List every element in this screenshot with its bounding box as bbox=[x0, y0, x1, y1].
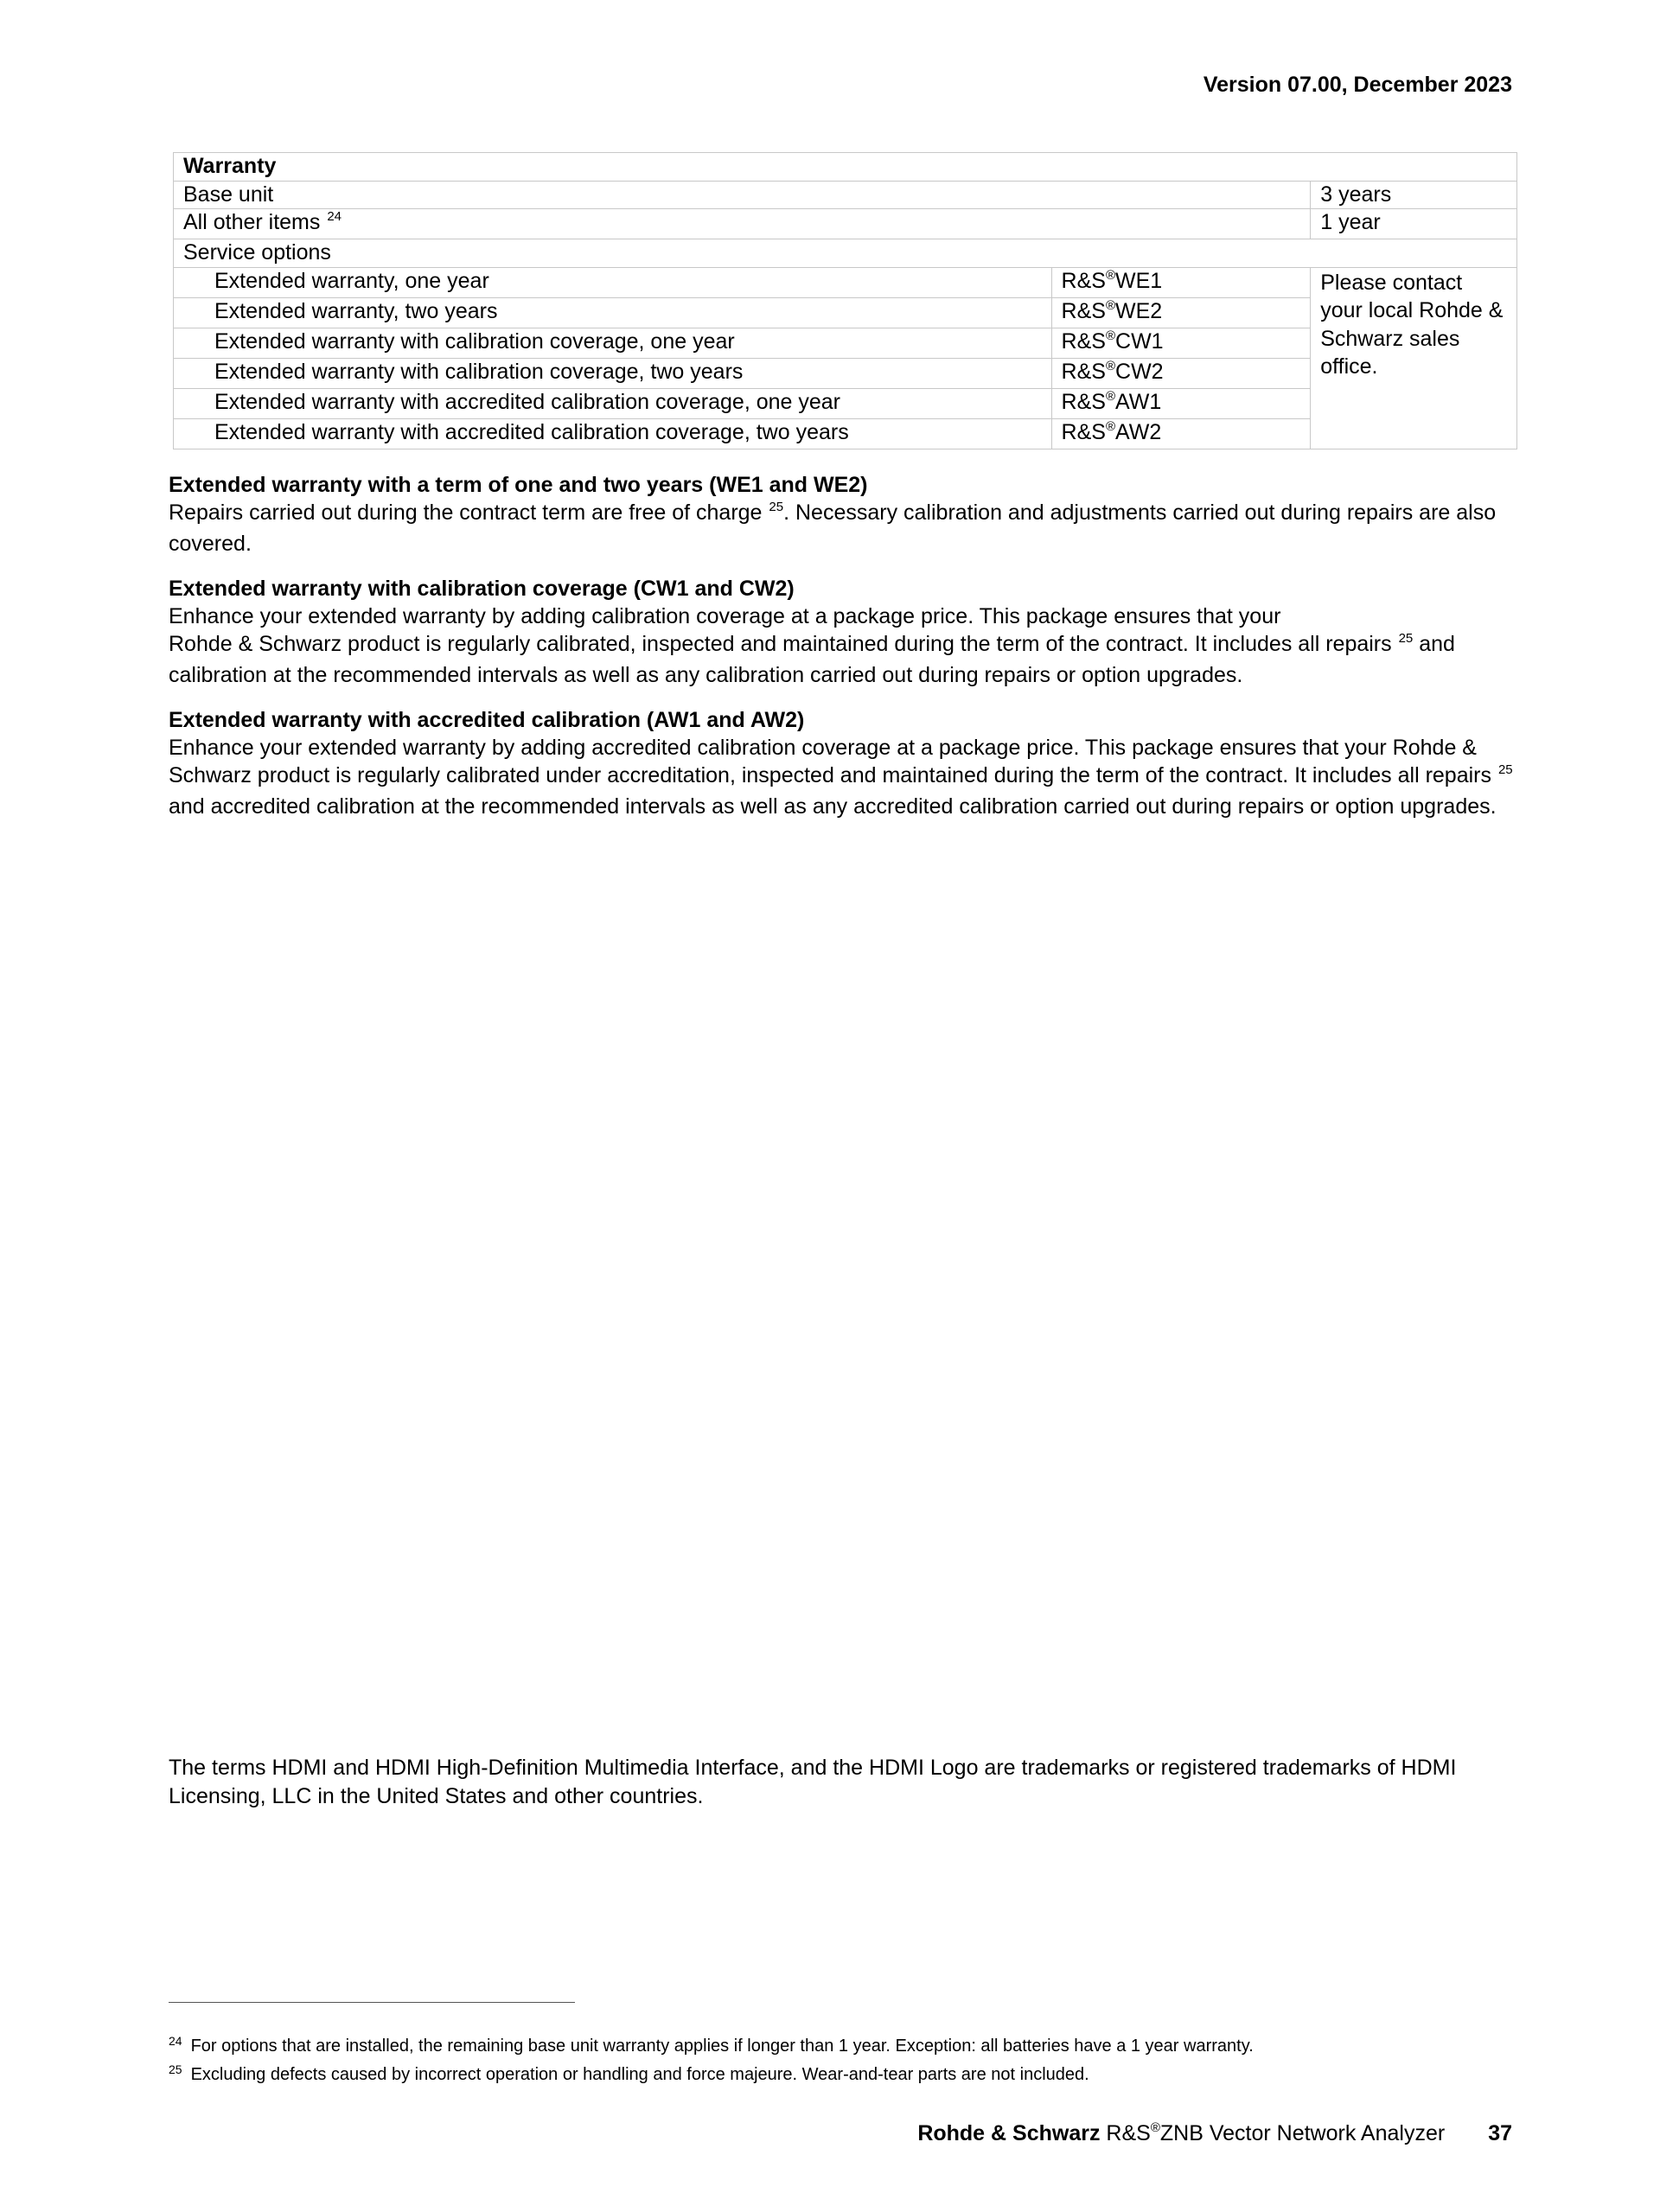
table-row bbox=[174, 181, 1517, 209]
option-code bbox=[1051, 267, 1311, 297]
option-prefix: R&S bbox=[1061, 328, 1106, 354]
footnote-ref-25: 25 bbox=[769, 500, 784, 514]
table-row bbox=[174, 209, 1517, 239]
option-code bbox=[1051, 358, 1311, 388]
option-code bbox=[1051, 297, 1311, 328]
registered-mark: ® bbox=[1105, 418, 1116, 434]
section-text: Rohde & Schwarz product is regularly calibrated, inspected and maintained during the term of the contract. It includes all repairs bbox=[169, 632, 1392, 656]
footnote-number: 24 bbox=[169, 2034, 182, 2048]
registered-mark: ® bbox=[1105, 388, 1116, 404]
footnote-24 bbox=[169, 2035, 1254, 2058]
warranty-table bbox=[173, 152, 1517, 449]
footnote-ref-25: 25 bbox=[1398, 631, 1414, 646]
footnote-text: Excluding defects caused by incorrect operation or handling and force majeure. Wear-and-tear parts are not included. bbox=[190, 2065, 1089, 2084]
other-items-cell bbox=[174, 209, 1311, 239]
option-prefix: R&S bbox=[1061, 359, 1106, 384]
registered-mark: ® bbox=[1150, 2120, 1160, 2135]
footnote-ref-24: 24 bbox=[327, 209, 342, 224]
table-row bbox=[174, 153, 1517, 182]
option-code-value: AW2 bbox=[1115, 419, 1162, 444]
section-heading: Extended warranty with accredited calibration (AW1 and AW2) bbox=[169, 708, 805, 732]
other-items-label: All other items bbox=[183, 210, 321, 234]
base-unit-value: 3 years bbox=[1311, 181, 1517, 209]
option-label: Extended warranty with calibration coverage, two years bbox=[174, 358, 1052, 388]
contact-note: Please contact your local Rohde & Schwarz sales office. bbox=[1311, 267, 1517, 449]
service-options-label: Service options bbox=[174, 239, 1517, 268]
footnote-ref-25: 25 bbox=[1497, 762, 1513, 777]
option-label: Extended warranty, two years bbox=[174, 297, 1052, 328]
section-body bbox=[169, 734, 1522, 820]
registered-mark: ® bbox=[1105, 267, 1116, 283]
registered-mark: ® bbox=[1105, 328, 1116, 343]
option-code bbox=[1051, 418, 1311, 449]
section-body bbox=[169, 499, 1522, 558]
registered-mark: ® bbox=[1105, 358, 1116, 373]
option-code-value: CW1 bbox=[1115, 328, 1164, 354]
section-text: and accredited calibration at the recommended intervals as well as any accredited calibration carried out during repairs or option upgrades. bbox=[169, 794, 1497, 819]
section-cw bbox=[169, 575, 1522, 689]
option-prefix: R&S bbox=[1061, 389, 1106, 414]
table-row bbox=[174, 239, 1517, 268]
footnote-number: 25 bbox=[169, 2062, 182, 2076]
other-items-value: 1 year bbox=[1311, 209, 1517, 239]
option-label: Extended warranty with accredited calibration coverage, one year bbox=[174, 388, 1052, 418]
option-code-value: AW1 bbox=[1115, 389, 1162, 414]
footnote-text: For options that are installed, the remaining base unit warranty applies if longer than 1 year. Exception: all batteries have a 1 year warranty. bbox=[190, 2037, 1254, 2056]
page-footer bbox=[917, 2121, 1512, 2146]
warranty-title: Warranty bbox=[174, 153, 1517, 182]
page-number: 37 bbox=[1488, 2121, 1512, 2145]
registered-mark: ® bbox=[1105, 297, 1116, 313]
option-label: Extended warranty with calibration coverage, one year bbox=[174, 328, 1052, 358]
footer-product-prefix: R&S bbox=[1106, 2121, 1151, 2145]
section-text: and calibration at the recommended intervals as well as any calibration carried out during repairs or option upgrades. bbox=[169, 632, 1455, 687]
option-label: Extended warranty, one year bbox=[174, 267, 1052, 297]
option-code bbox=[1051, 388, 1311, 418]
base-unit-label: Base unit bbox=[174, 181, 1311, 209]
footer-product-name: ZNB Vector Network Analyzer bbox=[1159, 2121, 1446, 2145]
section-text: . Necessary calibration and adjustments carried out during repairs are also covered. bbox=[169, 500, 1497, 556]
trademark-note: The terms HDMI and HDMI High-Definition Multimedia Interface, and the HDMI Logo are trademarks or registered trademarks of HDMI Licensing, LLC in the United States and other countries. bbox=[169, 1756, 1457, 1808]
section-we bbox=[169, 471, 1522, 558]
footer-brand: Rohde & Schwarz bbox=[917, 2121, 1101, 2145]
section-aw bbox=[169, 706, 1522, 820]
option-code-value: WE1 bbox=[1115, 268, 1163, 293]
option-label: Extended warranty with accredited calibration coverage, two years bbox=[174, 418, 1052, 449]
footnote-divider bbox=[169, 2002, 575, 2003]
option-code bbox=[1051, 328, 1311, 358]
section-heading: Extended warranty with a term of one and two years (WE1 and WE2) bbox=[169, 473, 868, 497]
section-text: Enhance your extended warranty by adding calibration coverage at a package price. This package ensures that your bbox=[169, 604, 1281, 628]
option-prefix: R&S bbox=[1061, 419, 1106, 444]
section-heading: Extended warranty with calibration coverage (CW1 and CW2) bbox=[169, 577, 795, 601]
version-header: Version 07.00, December 2023 bbox=[1203, 73, 1512, 97]
section-text: Enhance your extended warranty by adding accredited calibration coverage at a package price. This package ensures that your Rohde & Schwarz product is regularly calibrated under accreditation, inspected and maintained during the term of the contract. It includes all repairs bbox=[169, 736, 1491, 787]
option-prefix: R&S bbox=[1061, 268, 1106, 293]
option-prefix: R&S bbox=[1061, 298, 1106, 323]
footnote-25 bbox=[169, 2063, 1089, 2087]
option-code-value: WE2 bbox=[1115, 298, 1163, 323]
section-body bbox=[169, 602, 1522, 689]
section-text: Repairs carried out during the contract term are free of charge bbox=[169, 500, 763, 525]
table-row bbox=[174, 267, 1517, 297]
option-code-value: CW2 bbox=[1115, 359, 1164, 384]
